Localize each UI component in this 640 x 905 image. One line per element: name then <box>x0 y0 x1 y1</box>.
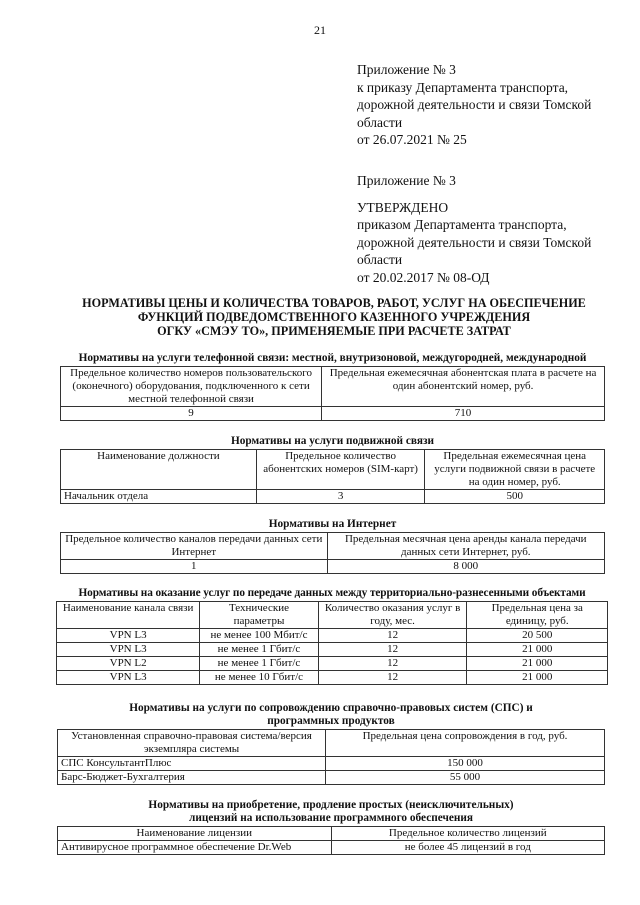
table-cell: VPN L3 <box>57 671 200 685</box>
table-header-row <box>61 533 605 560</box>
section-heading: Нормативы на оказание услуг по передаче данных между территориально-разнесенными объектами <box>78 587 586 599</box>
table-cell: 21 000 <box>467 671 608 685</box>
column-header: Предельное количество номеров пользовательского (оконечного) оборудования, подключенного к сети местной телефонной связи <box>61 367 322 407</box>
column-header: Наименование лицензии <box>58 827 332 841</box>
table-cell: не менее 10 Гбит/с <box>200 671 318 685</box>
table-cell: 20 500 <box>467 629 608 643</box>
column-header: Предельная цена за единицу, руб. <box>467 602 608 629</box>
table-cell: не менее 100 Мбит/с <box>200 629 318 643</box>
data-transfer-table <box>56 601 608 685</box>
table-cell: 21 000 <box>467 643 608 657</box>
column-header: Количество оказания услуг в году, мес. <box>318 602 467 629</box>
table-cell: VPN L2 <box>57 657 200 671</box>
table-cell: VPN L3 <box>57 629 200 643</box>
section-heading: Нормативы на услуги подвижной связи <box>230 435 435 447</box>
column-header: Предельная ежемесячная цена услуги подвижной связи в расчете на один номер, руб. <box>425 450 605 490</box>
appendix-header <box>357 61 591 149</box>
table-cell: Антивирусное программное обеспечение Dr.Web <box>58 841 332 855</box>
approval-header <box>357 172 591 286</box>
column-header: Предельная ежемесячная абонентская плата в расчете на один абонентский номер, руб. <box>322 367 605 407</box>
column-header: Предельное количество каналов передачи данных сети Интернет <box>61 533 328 560</box>
appendix-line: дорожной деятельности и связи Томской <box>357 97 592 112</box>
section-telephone <box>60 352 605 421</box>
table-cell: 12 <box>318 643 467 657</box>
column-header: Предельное количество абонентских номеров (SIM-карт) <box>256 450 425 490</box>
table-row <box>58 757 605 771</box>
column-header: Наименование канала связи <box>57 602 200 629</box>
section-mobile <box>60 435 605 504</box>
table-row <box>61 407 605 421</box>
table-cell: 21 000 <box>467 657 608 671</box>
section-heading: Нормативы на услуги по сопровождению справочно-правовых систем (СПС) и программных продуктов <box>129 702 533 727</box>
section-licenses <box>57 799 605 855</box>
section-legal-systems <box>57 702 605 785</box>
table-cell: не более 45 лицензий в год <box>331 841 605 855</box>
table-row <box>57 643 608 657</box>
approval-line: области <box>357 252 403 267</box>
table-cell: 12 <box>318 657 467 671</box>
table-row <box>61 560 605 574</box>
approval-line: дорожной деятельности и связи Томской <box>357 234 592 250</box>
title-line: ФУНКЦИЙ ПОДВЕДОМСТВЕННОГО КАЗЕННОГО УЧРЕЖДЕНИЯ <box>137 310 531 324</box>
column-header: Наименование должности <box>61 450 257 490</box>
licenses-table <box>57 826 605 855</box>
appendix-line: Приложение № 3 <box>357 62 456 77</box>
page-number: 21 <box>314 23 326 37</box>
approval-line: приказом Департамента транспорта, <box>357 217 567 232</box>
table-cell: 8 000 <box>327 560 604 574</box>
table-header-row <box>57 602 608 629</box>
legal-systems-table <box>57 729 605 785</box>
approval-line: от 20.02.2017 № 08-ОД <box>357 269 490 285</box>
table-cell: СПС КонсультантПлюс <box>58 757 326 771</box>
table-cell: Барс-Бюджет-Бухгалтерия <box>58 771 326 785</box>
title-line: НОРМАТИВЫ ЦЕНЫ И КОЛИЧЕСТВА ТОВАРОВ, РАБОТ, УСЛУГ НА ОБЕСПЕЧЕНИЕ <box>82 296 586 310</box>
section-internet <box>60 518 605 574</box>
table-cell: 12 <box>318 629 467 643</box>
appendix-line: от 26.07.2021 № 25 <box>357 132 467 147</box>
title-line: ОГКУ «СМЭУ ТО», ПРИМЕНЯЕМЫЕ ПРИ РАСЧЕТЕ ЗАТРАТ <box>157 324 511 338</box>
document-title <box>60 296 608 338</box>
column-header: Предельное количество лицензий <box>331 827 605 841</box>
table-cell: 9 <box>61 407 322 421</box>
section-data-transfer <box>56 587 608 685</box>
table-cell: 55 000 <box>326 771 605 785</box>
table-cell: не менее 1 Гбит/с <box>200 657 318 671</box>
mobile-table <box>60 449 605 504</box>
table-row <box>61 490 605 504</box>
appendix-label: Приложение № 3 <box>357 173 456 188</box>
table-row <box>58 841 605 855</box>
table-header-row <box>58 827 605 841</box>
table-cell: Начальник отдела <box>61 490 257 504</box>
internet-table <box>60 532 605 574</box>
table-header-row <box>61 367 605 407</box>
column-header: Предельная цена сопровождения в год, руб. <box>326 730 605 757</box>
column-header: Предельная месячная цена аренды канала передачи данных сети Интернет, руб. <box>327 533 604 560</box>
section-heading: Нормативы на приобретение, продление простых (неисключительных) лицензий на использование программного обеспечения <box>148 799 514 824</box>
telephone-table <box>60 366 605 421</box>
table-cell: 12 <box>318 671 467 685</box>
table-cell: 1 <box>61 560 328 574</box>
table-cell: VPN L3 <box>57 643 200 657</box>
section-heading: Нормативы на Интернет <box>268 518 397 530</box>
section-heading: Нормативы на услуги телефонной связи: местной, внутризоновой, междугородней, международной <box>78 352 587 364</box>
table-cell: 500 <box>425 490 605 504</box>
approved-label: УТВЕРЖДЕНО <box>357 199 449 215</box>
appendix-line: области <box>357 114 403 130</box>
table-row <box>57 629 608 643</box>
appendix-line: к приказу Департамента транспорта, <box>357 79 569 95</box>
column-header: Технические параметры <box>200 602 318 629</box>
table-row <box>57 671 608 685</box>
table-cell: не менее 1 Гбит/с <box>200 643 318 657</box>
table-cell: 150 000 <box>326 757 605 771</box>
table-header-row <box>61 450 605 490</box>
table-row <box>58 771 605 785</box>
table-row <box>57 657 608 671</box>
table-cell: 3 <box>256 490 425 504</box>
column-header: Установленная справочно-правовая система/версия экземпляра системы <box>58 730 326 757</box>
table-cell: 710 <box>322 407 605 421</box>
table-header-row <box>58 730 605 757</box>
